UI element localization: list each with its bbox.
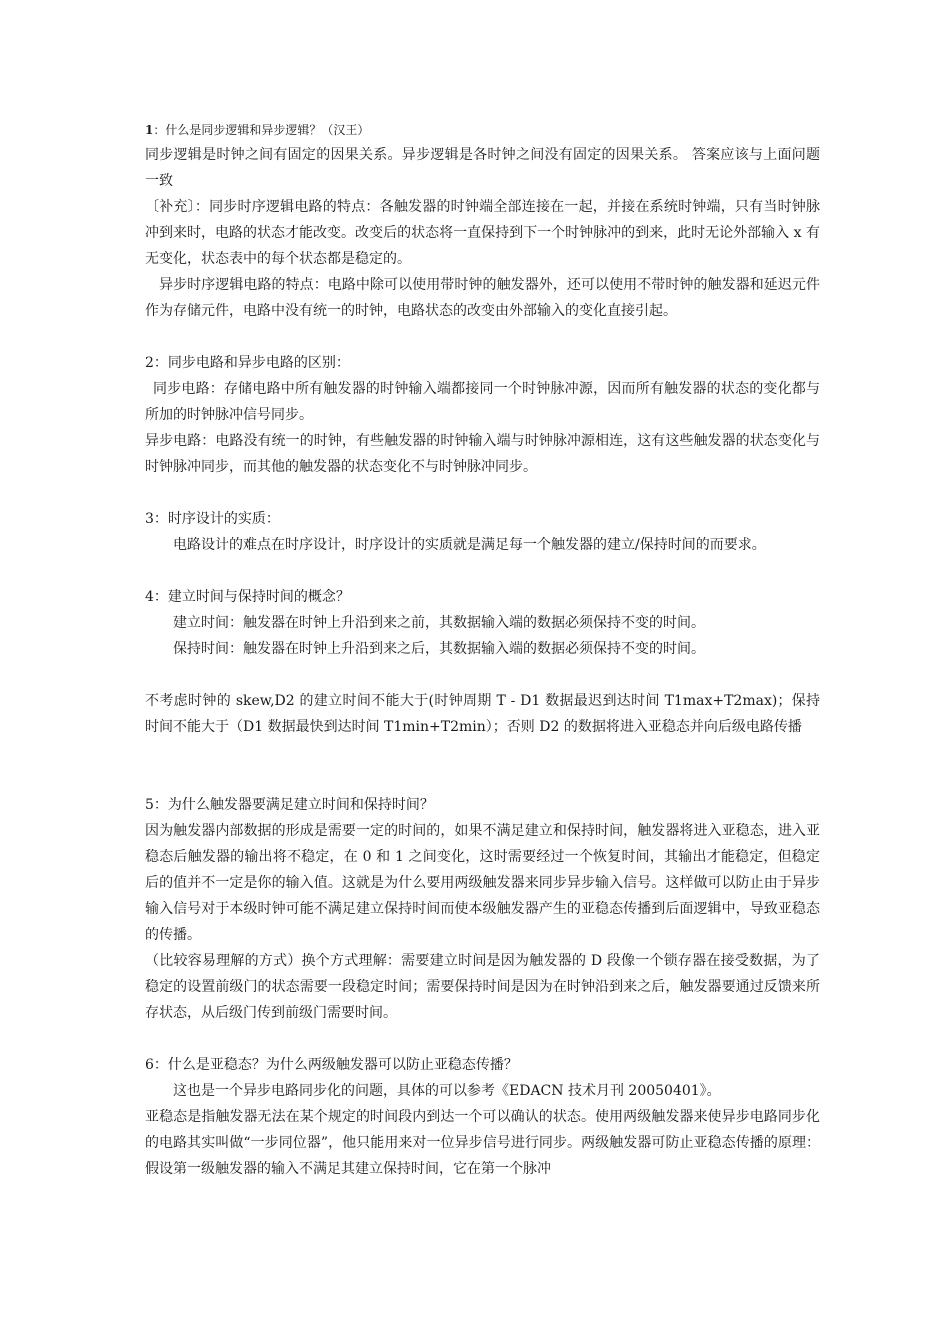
section-2-title: 2：同步电路和异步电路的区别： — [145, 355, 350, 371]
section-2-paragraph-2: 异步电路：电路没有统一的时钟，有些触发器的时钟输入端与时钟脉冲源相连，这有这些触发器的状态变化与时钟脉冲同步，而其他的触发器的状态变化不与时钟脉冲同步。 — [145, 433, 820, 475]
document-body — [145, 118, 820, 1182]
section-6-paragraph-2: 亚稳态是指触发器无法在某个规定的时间段内到达一个可以确认的状态。使用两级触发器来使异步电路同步化的电路其实叫做“一步同位器”，他只能用来对一位异步信号进行同步。两级触发器可防止亚稳态传播的原理：假设第一级触发器的输入不满足其建立保持时间，它在第一个脉冲 — [145, 1109, 820, 1177]
section-3-paragraph-1: 电路设计的难点在时序设计，时序设计的实质就是满足每一个触发器的建立/保持时间的而要求。 — [173, 537, 766, 553]
section-1-paragraph-1: 同步逻辑是时钟之间有固定的因果关系。异步逻辑是各时钟之间没有固定的因果关系。 答案应该与上面问题一致 — [145, 147, 820, 189]
section-6-paragraph-1: 这也是一个异步电路同步化的问题，具体的可以参考《EDACN 技术月刊 20050401》。 — [173, 1083, 721, 1099]
section-2-paragraph-1: 同步电路：存储电路中所有触发器的时钟输入端都接同一个时钟脉冲源，因而所有触发器的状态的变化都与所加的时钟脉冲信号同步。 — [145, 381, 820, 423]
section-1-title-text: ：什么是同步逻辑和异步逻辑？（汉王） — [153, 123, 370, 137]
section-1-number: 1 — [145, 123, 154, 137]
section-1-title — [145, 118, 820, 142]
section-1-paragraph-3: 异步时序逻辑电路的特点：电路中除可以使用带时钟的触发器外，还可以使用不带时钟的触发器和延迟元件作为存储元件，电路中没有统一的时钟，电路状态的改变由外部输入的变化直接引起。 — [145, 277, 820, 319]
section-3-title: 3：时序设计的实质： — [145, 511, 280, 527]
section-4-paragraph-3: 不考虑时钟的 skew,D2 的建立时间不能大于(时钟周期 T - D1 数据最迟到达时间 T1max+T2max)；保持时间不能大于（D1 数据最快到达时间 T1min+T2min）；否则 D2 的数据将进入亚稳态并向后级电路传播 — [145, 693, 820, 735]
section-4-hold-time: 保持时间：触发器在时钟上升沿到来之后，其数据输入端的数据必须保持不变的时间。 — [173, 641, 705, 657]
section-5-paragraph-1: 因为触发器内部数据的形成是需要一定的时间的，如果不满足建立和保持时间，触发器将进入亚稳态，进入亚稳态后触发器的输出将不稳定，在 0 和 1 之间变化，这时需要经过一个恢复时间，其输出才能稳定，但稳定后的值并不一定是你的输入值。这就是为什么要用两级触发器来同步异步输入信号。这样做可以防止由于异步输入信号对于本级时钟可能不满足建立保持时间而使本级触发器产生的亚稳态传播到后面逻辑中，导致亚稳态的传播。 — [145, 823, 820, 943]
section-5-paragraph-2: （比较容易理解的方式）换个方式理解：需要建立时间是因为触发器的 D 段像一个锁存器在接受数据，为了稳定的设置前级门的状态需要一段稳定时间；需要保持时间是因为在时钟沿到来之后，触发器要通过反馈来所存状态，从后级门传到前级门需要时间。 — [145, 953, 820, 1021]
section-6-title: 6：什么是亚稳态？为什么两级触发器可以防止亚稳态传播？ — [145, 1057, 518, 1073]
section-1-paragraph-2: 〔补充〕：同步时序逻辑电路的特点：各触发器的时钟端全部连接在一起，并接在系统时钟端，只有当时钟脉冲到来时，电路的状态才能改变。改变后的状态将一直保持到下一个时钟脉冲的到来，此时无论外部输入 x 有无变化，状态表中的每个状态都是稳定的。 — [145, 199, 820, 267]
section-4-title: 4：建立时间与保持时间的概念？ — [145, 589, 350, 605]
section-5-title: 5：为什么触发器要满足建立时间和保持时间？ — [145, 797, 434, 813]
section-4-setup-time: 建立时间：触发器在时钟上升沿到来之前，其数据输入端的数据必须保持不变的时间。 — [173, 615, 705, 631]
